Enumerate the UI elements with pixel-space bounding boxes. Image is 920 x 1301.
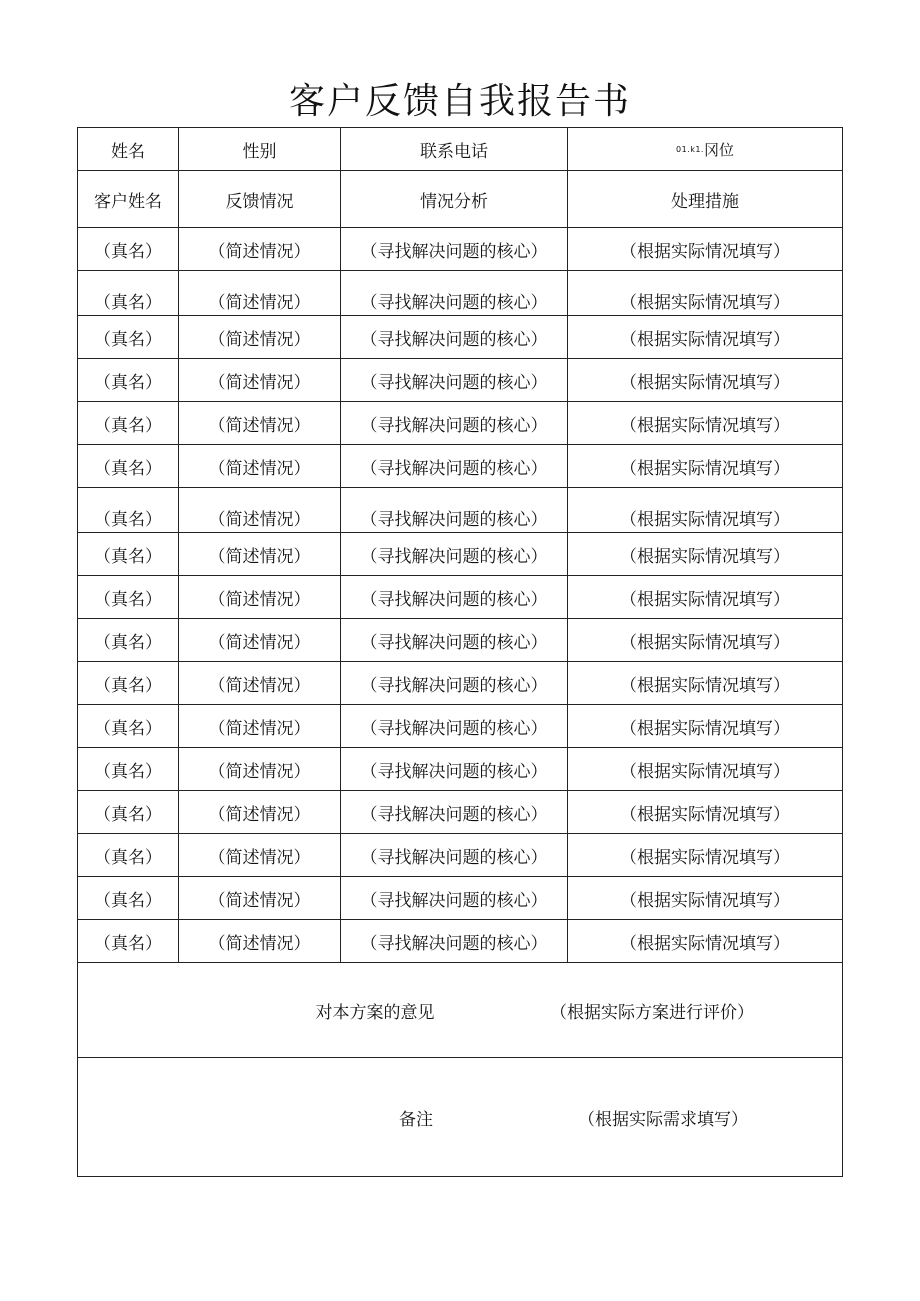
table-row — [78, 877, 843, 920]
cell-feedback[interactable]: （简述情况） — [179, 488, 341, 533]
cell-analysis[interactable]: （寻找解决问题的核心） — [341, 619, 568, 662]
cell-analysis[interactable]: （寻找解决问题的核心） — [341, 705, 568, 748]
cell-analysis[interactable]: （寻找解决问题的核心） — [341, 834, 568, 877]
header-row-columns — [78, 171, 843, 228]
table-row — [78, 576, 843, 619]
table-row — [78, 662, 843, 705]
cell-feedback[interactable]: （简述情况） — [179, 576, 341, 619]
cell-feedback[interactable]: （简述情况） — [179, 705, 341, 748]
page-title: 客户反馈自我报告书 — [288, 81, 631, 122]
cell-analysis[interactable]: （寻找解决问题的核心） — [341, 576, 568, 619]
cell-measures[interactable]: （根据实际情况填写） — [568, 445, 843, 488]
cell-customer-name[interactable]: （真名） — [78, 228, 179, 271]
opinion-value: （根据实际方案进行评价） — [550, 1002, 754, 1023]
cell-measures[interactable]: （根据实际情况填写） — [568, 316, 843, 359]
cell-analysis[interactable]: （寻找解决问题的核心） — [341, 316, 568, 359]
cell-measures[interactable]: （根据实际情况填写） — [568, 576, 843, 619]
cell-measures[interactable]: （根据实际情况填写） — [568, 228, 843, 271]
header-position-label: 冈位 — [703, 140, 734, 159]
cell-customer-name[interactable]: （真名） — [78, 920, 179, 963]
header-customer-name: 客户姓名 — [78, 171, 179, 228]
header-gender: 性别 — [179, 128, 341, 171]
cell-customer-name[interactable]: （真名） — [78, 662, 179, 705]
cell-measures[interactable]: （根据实际情况填写） — [568, 488, 843, 533]
cell-feedback[interactable]: （简述情况） — [179, 533, 341, 576]
cell-customer-name[interactable]: （真名） — [78, 533, 179, 576]
cell-measures[interactable]: （根据实际情况填写） — [568, 877, 843, 920]
header-position — [568, 128, 843, 171]
table-row — [78, 834, 843, 877]
cell-measures[interactable]: （根据实际情况填写） — [568, 619, 843, 662]
cell-measures[interactable]: （根据实际情况填写） — [568, 920, 843, 963]
table-row — [78, 445, 843, 488]
header-feedback: 反馈情况 — [179, 171, 341, 228]
table-body — [78, 128, 843, 1177]
remark-row — [78, 1058, 843, 1177]
cell-customer-name[interactable]: （真名） — [78, 402, 179, 445]
cell-feedback[interactable]: （简述情况） — [179, 791, 341, 834]
table-row — [78, 271, 843, 316]
opinion-label: 对本方案的意见 — [315, 1002, 435, 1023]
remark-value: （根据实际需求填写） — [578, 1109, 748, 1130]
cell-measures[interactable]: （根据实际情况填写） — [568, 662, 843, 705]
cell-feedback[interactable]: （简述情况） — [179, 748, 341, 791]
header-analysis: 情况分析 — [341, 171, 568, 228]
cell-customer-name[interactable]: （真名） — [78, 445, 179, 488]
cell-feedback[interactable]: （简述情况） — [179, 619, 341, 662]
cell-analysis[interactable]: （寻找解决问题的核心） — [341, 662, 568, 705]
table-row — [78, 619, 843, 662]
table-row — [78, 402, 843, 445]
header-row-basic-info — [78, 128, 843, 171]
cell-analysis[interactable]: （寻找解决问题的核心） — [341, 271, 568, 316]
opinion-cell[interactable] — [78, 963, 843, 1058]
header-position-prefix: 01.k1. — [675, 144, 704, 154]
cell-feedback[interactable]: （简述情况） — [179, 662, 341, 705]
header-measures: 处理措施 — [568, 171, 843, 228]
feedback-report-table — [77, 127, 843, 1177]
cell-feedback[interactable]: （简述情况） — [179, 228, 341, 271]
cell-customer-name[interactable]: （真名） — [78, 834, 179, 877]
cell-customer-name[interactable]: （真名） — [78, 791, 179, 834]
cell-feedback[interactable]: （简述情况） — [179, 271, 341, 316]
cell-analysis[interactable]: （寻找解决问题的核心） — [341, 228, 568, 271]
header-name: 姓名 — [78, 128, 179, 171]
table-row — [78, 488, 843, 533]
table-row — [78, 533, 843, 576]
cell-customer-name[interactable]: （真名） — [78, 359, 179, 402]
cell-customer-name[interactable]: （真名） — [78, 576, 179, 619]
table-row — [78, 705, 843, 748]
cell-analysis[interactable]: （寻找解决问题的核心） — [341, 488, 568, 533]
cell-feedback[interactable]: （简述情况） — [179, 445, 341, 488]
cell-measures[interactable]: （根据实际情况填写） — [568, 705, 843, 748]
cell-analysis[interactable]: （寻找解决问题的核心） — [341, 445, 568, 488]
cell-analysis[interactable]: （寻找解决问题的核心） — [341, 920, 568, 963]
table-row — [78, 920, 843, 963]
cell-customer-name[interactable]: （真名） — [78, 748, 179, 791]
cell-analysis[interactable]: （寻找解决问题的核心） — [341, 402, 568, 445]
cell-measures[interactable]: （根据实际情况填写） — [568, 359, 843, 402]
header-phone: 联系电话 — [341, 128, 568, 171]
cell-feedback[interactable]: （简述情况） — [179, 402, 341, 445]
cell-measures[interactable]: （根据实际情况填写） — [568, 271, 843, 316]
cell-customer-name[interactable]: （真名） — [78, 619, 179, 662]
cell-analysis[interactable]: （寻找解决问题的核心） — [341, 533, 568, 576]
cell-feedback[interactable]: （简述情况） — [179, 834, 341, 877]
cell-analysis[interactable]: （寻找解决问题的核心） — [341, 877, 568, 920]
table-row — [78, 791, 843, 834]
remark-cell[interactable] — [78, 1058, 843, 1177]
cell-measures[interactable]: （根据实际情况填写） — [568, 834, 843, 877]
opinion-row — [78, 963, 843, 1058]
table-row — [78, 228, 843, 271]
remark-label: 备注 — [399, 1109, 433, 1130]
cell-feedback[interactable]: （简述情况） — [179, 920, 341, 963]
cell-measures[interactable]: （根据实际情况填写） — [568, 533, 843, 576]
cell-measures[interactable]: （根据实际情况填写） — [568, 402, 843, 445]
cell-feedback[interactable]: （简述情况） — [179, 877, 341, 920]
cell-feedback[interactable]: （简述情况） — [179, 316, 341, 359]
cell-analysis[interactable]: （寻找解决问题的核心） — [341, 748, 568, 791]
cell-customer-name[interactable]: （真名） — [78, 316, 179, 359]
cell-customer-name[interactable]: （真名） — [78, 488, 179, 533]
cell-customer-name[interactable]: （真名） — [78, 271, 179, 316]
table-row — [78, 748, 843, 791]
cell-customer-name[interactable]: （真名） — [78, 877, 179, 920]
cell-measures[interactable]: （根据实际情况填写） — [568, 748, 843, 791]
cell-analysis[interactable]: （寻找解决问题的核心） — [341, 359, 568, 402]
cell-feedback[interactable]: （简述情况） — [179, 359, 341, 402]
table-row — [78, 316, 843, 359]
table-row — [78, 359, 843, 402]
cell-measures[interactable]: （根据实际情况填写） — [568, 791, 843, 834]
cell-analysis[interactable]: （寻找解决问题的核心） — [341, 791, 568, 834]
cell-customer-name[interactable]: （真名） — [78, 705, 179, 748]
